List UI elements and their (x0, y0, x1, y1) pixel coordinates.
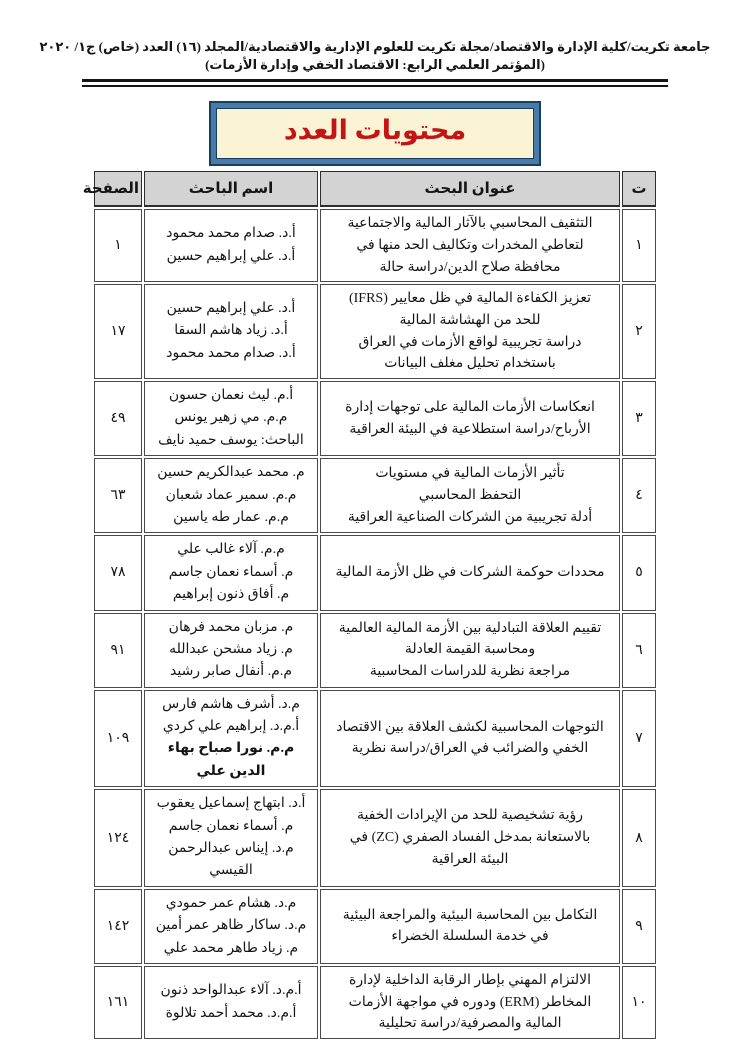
research-title-line: دراسة تجريبية لواقع الأزمات في العراق (358, 334, 582, 350)
column-header-page: الصفحة (94, 171, 142, 207)
researcher-name: م. أفاق ذنون إبراهيم (172, 587, 290, 603)
page-number-cell: ٤٩ (94, 381, 142, 456)
row-number-cell: ٦ (622, 613, 656, 688)
research-title-line: البيئة العراقية (431, 851, 509, 867)
research-title-line: تأثير الأزمات المالية في مستويات (375, 466, 565, 482)
page-number-cell: ١٤٢ (94, 889, 142, 964)
column-header-research-title: عنوان البحث (320, 171, 620, 207)
research-title-cell (320, 966, 620, 1039)
row-number-cell: ٥ (622, 535, 656, 610)
researcher-name: م.د. ساكار ظاهر عمر أمين (155, 918, 307, 934)
research-title-cell (320, 535, 620, 610)
research-title-cell (320, 889, 620, 964)
contents-table (82, 169, 658, 1041)
page-number-cell: ٩١ (94, 613, 142, 688)
researcher-name-cell (144, 789, 318, 887)
research-title-line: مراجعة نظرية للدراسات المحاسبية (369, 663, 571, 679)
researcher-name: م.م. سمير عماد شعبان (165, 487, 297, 503)
researcher-name: م.د. هشام عمر حمودي (165, 895, 297, 911)
page-number-cell: ١٠٩ (94, 690, 142, 788)
table-row (94, 458, 656, 533)
researcher-name: أ.د. علي إبراهيم حسين (166, 301, 296, 317)
researcher-name: الباحث: يوسف حميد نايف (158, 432, 304, 448)
research-title-line: بالاستعانة بمدخل الفساد الصفري (ZC) في (349, 830, 591, 846)
researcher-name-cell (144, 381, 318, 456)
researcher-name: أ.د. صدام محمد محمود (166, 345, 296, 361)
research-title-line: تقييم العلاقة التبادلية بين الأزمة المالية العالمية (338, 620, 602, 636)
page-number-cell: ١٧ (94, 284, 142, 379)
table-row (94, 381, 656, 456)
research-title-line: محافظة صلاح الدين/دراسة حالة (379, 259, 561, 275)
row-number-cell: ١٠ (622, 966, 656, 1039)
researcher-name: أ.م.د. آلاء عبدالواحد ذنون (160, 983, 302, 999)
researcher-name: م.م. آلاء غالب علي (177, 542, 285, 558)
journal-header-line-1: جامعة تكريت/كلية الإدارة والاقتصاد/مجلة تكريت للعلوم الإدارية والاقتصادية/المجلد (١٦) العدد (خاص) ج١/ ٢٠٢٠ (39, 39, 711, 54)
research-title-cell (320, 789, 620, 887)
researcher-name: أ.د. علي إبراهيم حسين (166, 248, 296, 264)
column-header-researcher-name: اسم الباحث (144, 171, 318, 207)
contents-title-box (211, 103, 539, 164)
row-number-cell: ٩ (622, 889, 656, 964)
research-title-line: المالية والمصرفية/دراسة تحليلية (378, 1016, 562, 1032)
research-title-cell (320, 458, 620, 533)
table-row (94, 690, 656, 788)
table-row (94, 535, 656, 610)
researcher-name-cell (144, 889, 318, 964)
researcher-name-cell (144, 535, 318, 610)
research-title-line: محددات حوكمة الشركات في ظل الأزمة المالية (335, 565, 605, 581)
page-number-cell: ١٦١ (94, 966, 142, 1039)
page-number-cell: ٦٣ (94, 458, 142, 533)
table-row (94, 209, 656, 282)
researcher-name: أ.د. ابتهاج إسماعيل يعقوب (156, 796, 306, 812)
researcher-name: م.م. أنفال صابر رشيد (170, 664, 292, 680)
research-title-cell (320, 690, 620, 788)
header-divider-rule (82, 79, 668, 87)
table-row (94, 284, 656, 379)
research-title-line: الالتزام المهني بإطار الرقابة الداخلية لإدارة (349, 972, 591, 988)
researcher-name: أ.م.د. محمد أحمد تلالوة (165, 1005, 297, 1021)
researcher-name: م. أسماء نعمان جاسم (168, 564, 294, 580)
research-title-line: تعزيز الكفاءة المالية في ظل معايير (IFRS) (348, 291, 592, 307)
researcher-name: م.د. أشرف هاشم فارس (162, 696, 300, 712)
researcher-name: م. محمد عبدالكريم حسين (157, 465, 305, 481)
research-title-line: في خدمة السلسلة الخضراء (391, 929, 549, 945)
research-title-line: التوجهات المحاسبية لكشف العلاقة بين الاقتصاد (336, 719, 604, 735)
row-number-cell: ٤ (622, 458, 656, 533)
contents-table-body (94, 209, 656, 1039)
research-title-line: التحفظ المحاسبي (418, 487, 522, 503)
research-title-line: الأرباح/دراسة استطلاعية في البيئة العراقية (349, 421, 591, 437)
research-title-line: الخفي والضرائب في العراق/دراسة نظرية (351, 741, 589, 757)
row-number-cell: ٧ (622, 690, 656, 788)
research-title-line: التكامل بين المحاسبة البيئية والمراجعة البيئية (342, 907, 598, 923)
researcher-name: م. مزبان محمد فرهان (168, 619, 294, 635)
row-number-cell: ٣ (622, 381, 656, 456)
research-title-line: لتعاطي المخدرات وتكاليف الحد منها في (356, 237, 584, 253)
research-title-line: للحد من الهشاشة المالية (399, 312, 541, 328)
researcher-name: م. زياد طاهر محمد علي (163, 940, 299, 956)
researcher-name-cell (144, 613, 318, 688)
table-row (94, 789, 656, 887)
row-number-cell: ٢ (622, 284, 656, 379)
researcher-name: أ.د. صدام محمد محمود (166, 226, 296, 242)
table-header-row (94, 171, 656, 207)
research-title-cell (320, 209, 620, 282)
page-number-cell: ١٢٤ (94, 789, 142, 887)
research-title-line: المخاطر (ERM) ودوره في مواجهة الأزمات (348, 994, 592, 1010)
contents-title: محتويات العدد (283, 115, 467, 146)
researcher-name: أ.م. ليث نعمان حسون (168, 387, 294, 403)
research-title-line: التثقيف المحاسبي بالآثار المالية والاجتماعية (347, 216, 593, 232)
research-title-line: رؤية تشخيصية للحد من الإيرادات الخفية (356, 808, 584, 824)
page-number-cell: ١ (94, 209, 142, 282)
researcher-name-cell (144, 690, 318, 788)
research-title-line: أدلة تجريبية من الشركات الصناعية العراقية (347, 509, 593, 525)
row-number-cell: ١ (622, 209, 656, 282)
researcher-name: م.د. إيناس عبدالرحمن القيسي (168, 841, 294, 879)
researcher-name-cell (144, 458, 318, 533)
researcher-name: م.م. مي زهير يونس (174, 410, 288, 426)
researcher-name: م. زياد مشحن عبدالله (169, 641, 293, 657)
researcher-name-cell (144, 209, 318, 282)
journal-header-line-2: (المؤتمر العلمي الرابع: الاقتصاد الخفي وإدارة الأزمات) (205, 57, 545, 73)
research-title-cell (320, 284, 620, 379)
column-header-number: ت (622, 171, 656, 207)
researcher-name-cell (144, 966, 318, 1039)
table-row (94, 889, 656, 964)
research-title-line: انعكاسات الأزمات المالية على توجهات إدارة (345, 399, 595, 415)
researcher-name: م.م. عمار طه ياسين (173, 509, 289, 525)
table-row (94, 613, 656, 688)
researcher-name-cell (144, 284, 318, 379)
table-row (94, 966, 656, 1039)
research-title-cell (320, 613, 620, 688)
row-number-cell: ٨ (622, 789, 656, 887)
researcher-name: أ.د. زياد هاشم السقا (174, 323, 288, 339)
researcher-name: م.م. نورا صباح بهاء الدين علي (167, 741, 295, 779)
page-number-cell: ٧٨ (94, 535, 142, 610)
research-title-line: باستخدام تحليل مغلف البيانات (384, 356, 556, 372)
research-title-line: ومحاسبة القيمة العادلة (404, 642, 536, 658)
research-title-cell (320, 381, 620, 456)
researcher-name: أ.م.د. إبراهيم علي كردي (162, 719, 300, 735)
researcher-name: م. أسماء نعمان جاسم (168, 818, 294, 834)
